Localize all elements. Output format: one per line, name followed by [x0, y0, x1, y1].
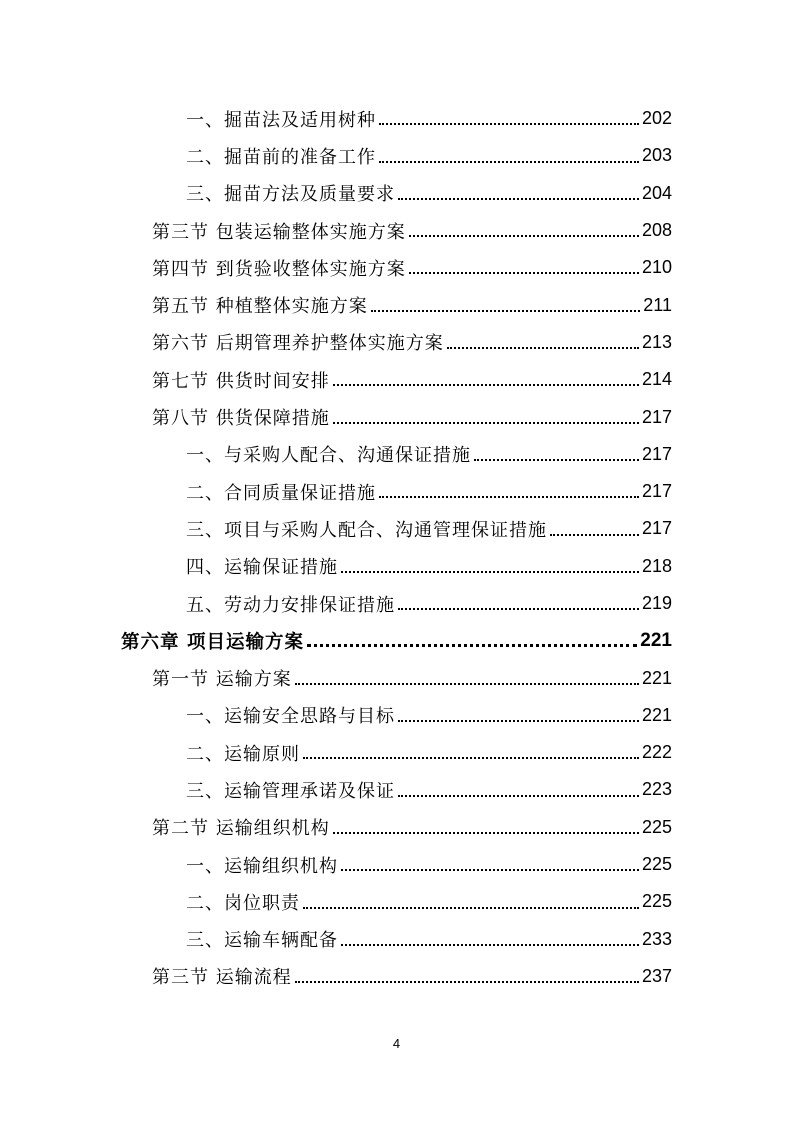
toc-entry-page: 211: [643, 294, 672, 315]
toc-leader-dots: [371, 309, 641, 312]
toc-entry-page: 204: [641, 182, 672, 203]
toc-entry-page: 208: [641, 220, 672, 241]
toc-entry-title: 二、岗位职责: [186, 892, 300, 914]
toc-entry-title: 三、项目与采购人配合、沟通管理保证措施: [186, 519, 547, 541]
toc-entry-page: 214: [641, 369, 672, 390]
toc-entry[interactable]: [0, 846, 793, 883]
toc-entry-page: 221: [641, 667, 672, 688]
toc-entry-title: 四、运输保证措施: [186, 557, 338, 579]
toc-leader-dots: [295, 682, 639, 685]
toc-entry[interactable]: [0, 697, 793, 734]
toc-leader-dots: [409, 271, 639, 274]
toc-leader-dots: [398, 197, 639, 200]
table-of-contents: [0, 100, 793, 995]
toc-leader-dots: [379, 122, 639, 125]
toc-entry-page: 223: [641, 779, 672, 800]
toc-leader-dots: [341, 868, 639, 871]
toc-entry[interactable]: [0, 921, 793, 958]
toc-entry-page: 217: [641, 518, 672, 539]
toc-entry-page: 203: [641, 145, 672, 166]
toc-entry[interactable]: [0, 809, 793, 846]
toc-entry-title: 一、运输组织机构: [186, 855, 338, 877]
toc-entry[interactable]: [0, 249, 793, 286]
toc-entry[interactable]: [0, 324, 793, 361]
toc-entry-page: 202: [641, 108, 672, 129]
toc-entry-title: 第七节 供货时间安排: [152, 370, 330, 392]
toc-leader-dots: [333, 831, 639, 834]
toc-entry-title: 二、合同质量保证措施: [186, 482, 376, 504]
toc-entry-title: 三、运输车辆配备: [186, 930, 338, 952]
toc-entry[interactable]: [0, 771, 793, 808]
toc-entry[interactable]: [0, 361, 793, 398]
toc-entry[interactable]: [0, 883, 793, 920]
toc-entry-title: 第二节 运输组织机构: [152, 818, 330, 840]
toc-leader-dots: [550, 533, 639, 536]
toc-entry-title: 第三节 包装运输整体实施方案: [152, 221, 406, 243]
toc-entry-page: 213: [641, 331, 672, 352]
toc-entry-page: 233: [641, 928, 672, 949]
toc-entry[interactable]: [0, 212, 793, 249]
toc-entry-page: 217: [641, 406, 672, 427]
toc-entry-title: 第三节 运输流程: [152, 967, 292, 989]
toc-leader-dots: [379, 495, 639, 498]
toc-leader-dots: [341, 943, 639, 946]
toc-entry[interactable]: [0, 100, 793, 137]
toc-entry-title: 一、掘苗法及适用树种: [186, 109, 376, 131]
toc-entry[interactable]: [0, 473, 793, 510]
toc-leader-dots: [307, 643, 637, 647]
toc-entry-page: 210: [641, 257, 672, 278]
page-number: 4: [392, 1036, 401, 1051]
toc-entry[interactable]: [0, 175, 793, 212]
toc-entry[interactable]: [0, 734, 793, 771]
toc-leader-dots: [474, 458, 639, 461]
toc-entry-page: 219: [641, 593, 672, 613]
toc-entry-title: 第八节 供货保障措施: [152, 408, 330, 430]
toc-entry-title: 三、运输管理承诺及保证: [186, 780, 395, 802]
toc-entry-page: 225: [641, 891, 672, 912]
toc-entry-title: 第六章 项目运输方案: [121, 631, 304, 653]
toc-entry-page: 225: [641, 854, 672, 875]
toc-leader-dots: [295, 980, 639, 983]
toc-entry[interactable]: [0, 398, 793, 435]
toc-leader-dots: [447, 346, 639, 349]
toc-entry-page: 222: [641, 742, 672, 763]
toc-leader-dots: [409, 234, 639, 237]
toc-entry[interactable]: [0, 659, 793, 696]
toc-entry-title: 第一节 运输方案: [152, 669, 292, 691]
toc-chapter-entry[interactable]: [0, 622, 793, 659]
toc-leader-dots: [303, 906, 639, 909]
toc-entry-page: 221: [641, 704, 672, 725]
toc-leader-dots: [398, 607, 639, 610]
toc-entry[interactable]: [0, 436, 793, 473]
toc-leader-dots: [341, 570, 639, 573]
toc-entry[interactable]: [0, 958, 793, 995]
toc-entry-title: 第四节 到货验收整体实施方案: [152, 258, 406, 280]
toc-leader-dots: [398, 719, 639, 722]
toc-entry-title: 二、掘苗前的准备工作: [186, 146, 376, 168]
toc-entry-title: 二、运输原则: [186, 743, 300, 765]
toc-entry[interactable]: [0, 510, 793, 547]
toc-leader-dots: [303, 756, 639, 759]
toc-entry-title: 第五节 种植整体实施方案: [152, 296, 368, 318]
toc-leader-dots: [379, 160, 639, 163]
toc-entry-title: 一、运输安全思路与目标: [186, 706, 395, 728]
toc-entry-title: 三、掘苗方法及质量要求: [186, 184, 395, 206]
toc-entry-title: 五、劳动力安排保证措施: [186, 594, 395, 616]
toc-entry-page: 221: [640, 629, 672, 651]
toc-entry[interactable]: [0, 585, 793, 622]
toc-entry-title: 一、与采购人配合、沟通保证措施: [186, 445, 471, 467]
toc-entry-page: 217: [641, 481, 672, 502]
toc-entry[interactable]: [0, 548, 793, 585]
toc-leader-dots: [333, 421, 639, 424]
toc-entry[interactable]: [0, 137, 793, 174]
toc-entry-title: 第六节 后期管理养护整体实施方案: [152, 333, 444, 355]
toc-entry-page: 225: [641, 816, 672, 837]
toc-leader-dots: [333, 383, 639, 386]
toc-entry-page: 237: [641, 965, 672, 986]
toc-leader-dots: [398, 794, 639, 797]
toc-entry-page: 217: [641, 443, 672, 464]
toc-entry-page: 218: [641, 555, 672, 576]
toc-entry[interactable]: [0, 286, 793, 323]
